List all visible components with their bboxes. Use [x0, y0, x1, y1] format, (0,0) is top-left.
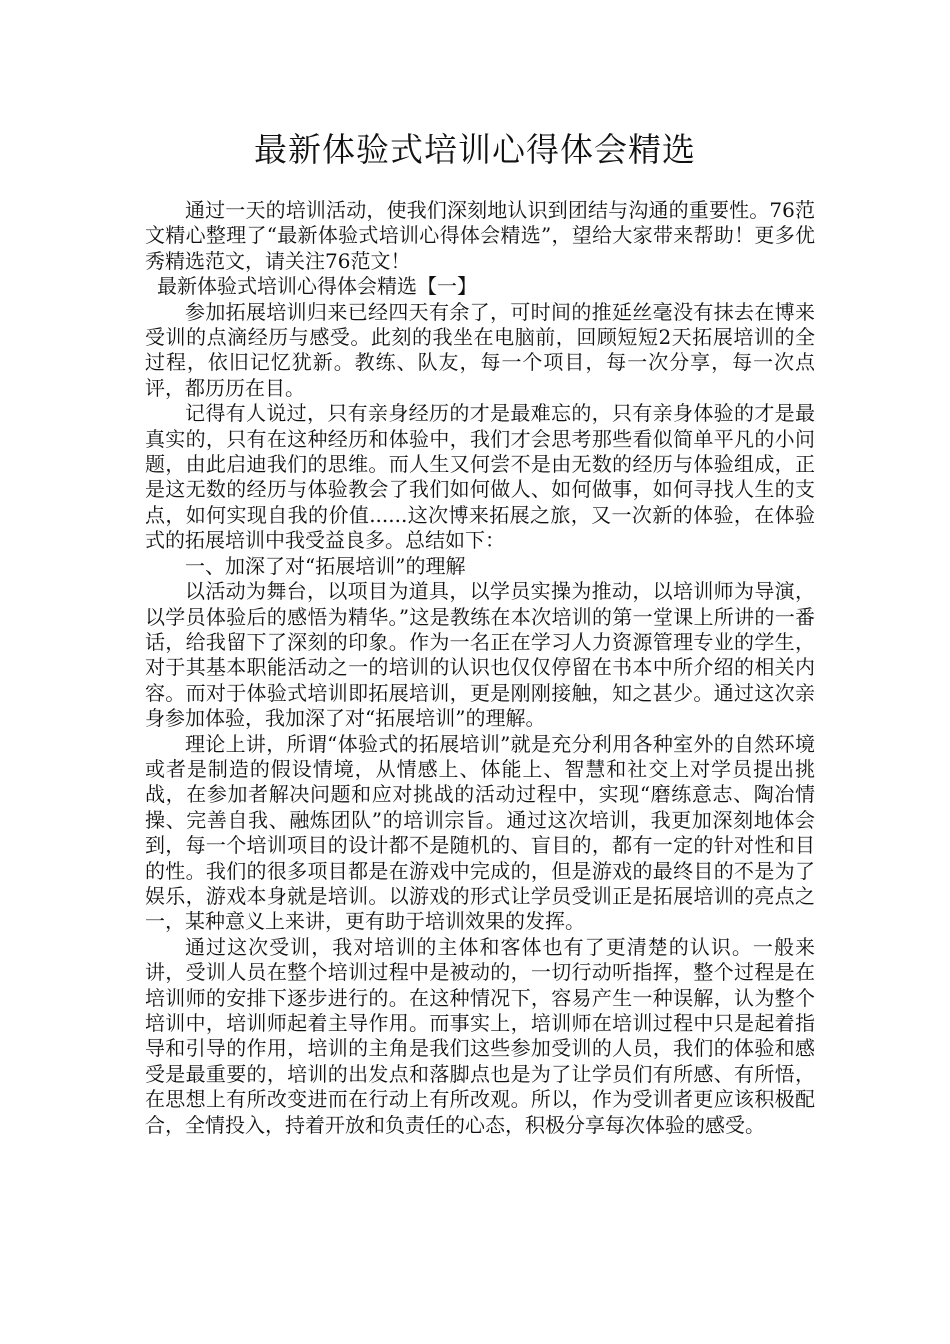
paragraph-2: 记得有人说过，只有亲身经历的才是最难忘的，只有亲身体验的才是最真实的，只有在这种经历和体验中，我们才会思考那些看似简单平凡的小问题，由此启迪我们的思维。而人生又何尝不是由无数的经历与体验组成，正是这无数的经历与体验教会了我们如何做人、如何做事，如何寻找人生的支点，如何实现自我的价值......这次博来拓展之旅，又一次新的体验，在体验式的拓展培训中我受益良多。总结如下： [145, 401, 815, 553]
paragraph-1: 参加拓展培训归来已经四天有余了，可时间的推延丝毫没有抹去在博来受训的点滴经历与感受。此刻的我坐在电脑前，回顾短短2天拓展培训的全过程，依旧记忆犹新。教练、队友，每一个项目，每一次分享，每一次点评，都历历在目。 [145, 299, 815, 400]
document-body [145, 198, 815, 1138]
section-heading-1: 一、加深了对“拓展培训”的理解 [185, 553, 466, 578]
document-title: 最新体验式培训心得体会精选 [254, 130, 696, 169]
paragraph-4: 理论上讲，所谓“体验式的拓展培训”就是充分利用各种室外的自然环境或者是制造的假设情境，从情感上、体能上、智慧和社交上对学员提出挑战，在参加者解决问题和应对挑战的活动过程中，实现“磨练意志、陶冶情操、完善自我、融炼团队”的培训宗旨。通过这次培训，我更加深刻地体会到，每一个培训项目的设计都不是随机的、盲目的，都有一定的针对性和目的性。我们的很多项目都是在游戏中完成的，但是游戏的最终目的不是为了娱乐，游戏本身就是培训。以游戏的形式让学员受训正是拓展培训的亮点之一，某种意义上来讲，更有助于培训效果的发挥。 [145, 731, 815, 934]
paragraph-5: 通过这次受训，我对培训的主体和客体也有了更清楚的认识。一般来讲，受训人员在整个培训过程中是被动的，一切行动听指挥，整个过程是在培训师的安排下逐步进行的。在这种情况下，容易产生一种误解，认为整个培训中，培训师起着主导作用。而事实上，培训师在培训过程中只是起着指导和引导的作用，培训的主角是我们这些参加受训的人员，我们的体验和感受是最重要的，培训的出发点和落脚点也是为了让学员们有所感、有所悟，在思想上有所改变进而在行动上有所改观。所以，作为受训者更应该积极配合，全情投入，持着开放和负责任的心态，积极分享每次体验的感受。 [145, 934, 815, 1137]
article-subheading: 最新体验式培训心得体会精选【一】 [157, 274, 477, 299]
paragraph-3: 以活动为舞台，以项目为道具，以学员实操为推动，以培训师为导演，以学员体验后的感悟为精华。”这是教练在本次培训的第一堂课上所讲的一番话，给我留下了深刻的印象。作为一名正在学习人力资源管理专业的学生，对于其基本职能活动之一的培训的认识也仅仅停留在书本中所介绍的相关内容。而对于体验式培训即拓展培训，更是刚刚接触，知之甚少。通过这次亲身参加体验，我加深了对“拓展培训”的理解。 [145, 579, 815, 731]
intro-paragraph: 通过一天的培训活动，使我们深刻地认识到团结与沟通的重要性。76范文精心整理了“最新体验式培训心得体会精选”，望给大家带来帮助！更多优秀精选范文，请关注76范文！ [145, 198, 815, 273]
